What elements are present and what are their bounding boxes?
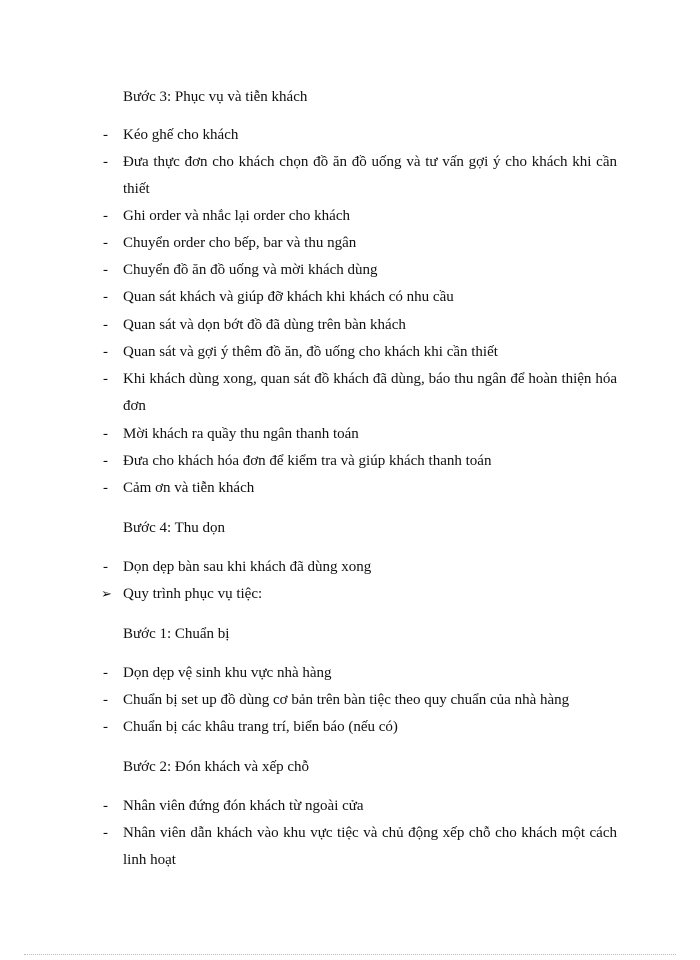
dash-bullet: - bbox=[103, 480, 108, 496]
dash-bullet: - bbox=[103, 453, 108, 469]
dash-bullet: - bbox=[103, 825, 108, 841]
dash-bullet: - bbox=[103, 344, 108, 360]
dash-bullet: - bbox=[103, 235, 108, 251]
dash-bullet: - bbox=[103, 208, 108, 224]
dash-bullet: - bbox=[103, 154, 108, 170]
dash-bullet: - bbox=[103, 719, 108, 735]
dash-bullet: - bbox=[103, 371, 108, 387]
dash-bullet: - bbox=[103, 317, 108, 333]
document-page: Bước 3: Phục vụ và tiễn khách - Kéo ghế cho khách - Đưa thực đơn cho khách chọn đồ ăn đồ uống và tư vấn gợi ý cho khách khi cần thiết - Ghi order và nhắc lại order cho khách - Chuyển order cho bếp, bar và thu ngân - Chuyển đồ ăn đồ uống và mời khách dùng - Quan sát khách và giúp đỡ khách khi khách có nhu cầu - Quan sát và dọn bớt đồ đã dùng trên bàn khách - Quan sát và gợi ý thêm đồ ăn, đồ uống cho khách khi cần thiết - Khi khách dùng xong, quan sát đồ khách đã dùng, báo thu ngân để hoàn thiện hóa đơn - Mời khách ra quầy thu ngân thanh toán - Đưa cho khách hóa đơn để kiểm tra và giúp khách thanh toán - Cảm ơn và tiễn khách Bước 4: Thu dọn - Dọn dẹp bàn sau khi khách đã dùng xong ➢ Quy trình phục vụ tiệc: Bước 1: Chuẩn bị - Dọn dẹp vệ sinh khu vực nhà hàng - Chuẩn bị set up đồ dùng cơ bản trên bàn tiệc theo quy chuẩn của nhà hàng - Chuẩn bị các khâu trang trí, biển báo (nếu có) Bước 2: Đón khách và xếp chỗ - Nhân viên đứng đón khách từ ngoài cửa - Nhân viên dẫn khách vào khu vực tiệc và chủ động xếp chỗ cho khách một cách linh hoạt bbox=[0, 0, 700, 960]
dash-bullet: - bbox=[103, 262, 108, 278]
dash-bullet: - bbox=[103, 127, 108, 143]
page-bottom-divider bbox=[24, 954, 676, 955]
dash-bullet: - bbox=[103, 559, 108, 575]
party-step2-heading: Bước 2: Đón khách và xếp chỗ bbox=[123, 759, 310, 775]
party-step1-heading: Bước 1: Chuẩn bị bbox=[123, 626, 230, 642]
step4-heading: Bước 4: Thu dọn bbox=[123, 520, 226, 536]
arrow-bullet-icon: ➢ bbox=[101, 586, 112, 601]
step3-heading: Bước 3: Phục vụ và tiễn khách bbox=[123, 89, 308, 105]
dash-bullet: - bbox=[103, 426, 108, 442]
dash-bullet: - bbox=[103, 692, 108, 708]
dash-bullet: - bbox=[103, 798, 108, 814]
dash-bullet: - bbox=[103, 665, 108, 681]
dash-bullet: - bbox=[103, 289, 108, 305]
